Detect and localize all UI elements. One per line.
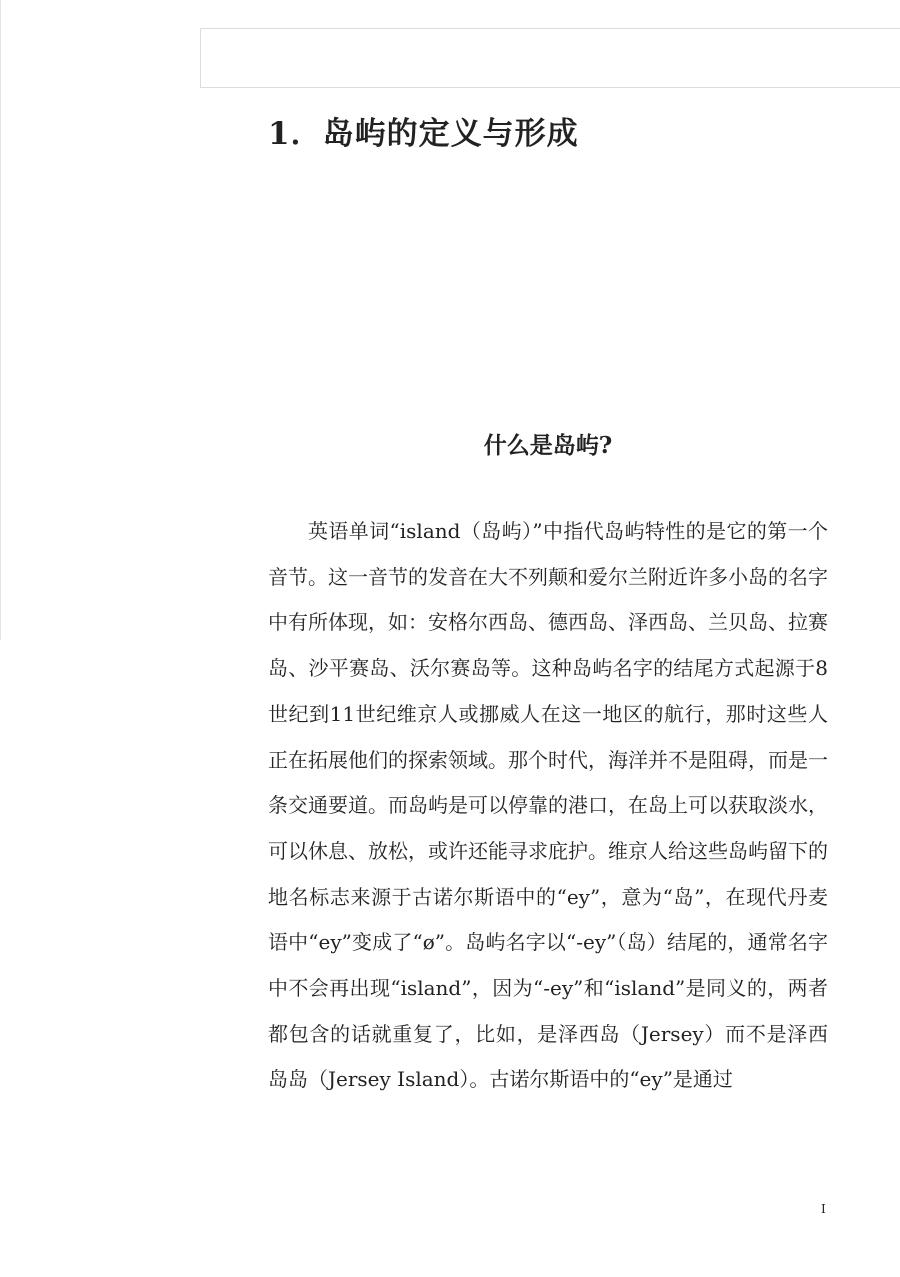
- header-frame: [200, 28, 900, 88]
- chapter-title: 1．岛屿的定义与形成: [268, 116, 579, 152]
- page-number: I: [821, 1202, 826, 1216]
- body-paragraph: 英语单词“island（岛屿）”中指代岛屿特性的是它的第一个音节。这一音节的发音在大不列颠和爱尔兰附近许多小岛的名字中有所体现，如：安格尔西岛、德西岛、泽西岛、兰贝岛、拉赛岛、沙平赛岛、沃尔赛岛等。这种岛屿名字的结尾方式起源于8世纪到11世纪维京人或挪威人在这一地区的航行，那时这些人正在拓展他们的探索领域。那个时代，海洋并不是阻碍，而是一条交通要道。而岛屿是可以停靠的港口，在岛上可以获取淡水，可以休息、放松，或许还能寻求庇护。维京人给这些岛屿留下的地名标志来源于古诺尔斯语中的“ey”，意为“岛”，在现代丹麦语中“ey”变成了“ø”。岛屿名字以“-ey”（岛）结尾的，通常名字中不会再出现“island”，因为“-ey”和“island”是同义的，两者都包含的话就重复了，比如，是泽西岛（Jersey）而不是泽西岛岛（Jersey Island）。古诺尔斯语中的“ey”是通过: [268, 519, 828, 1092]
- page-edge-line: [0, 0, 1, 640]
- section-title: 什么是岛屿?: [483, 432, 613, 459]
